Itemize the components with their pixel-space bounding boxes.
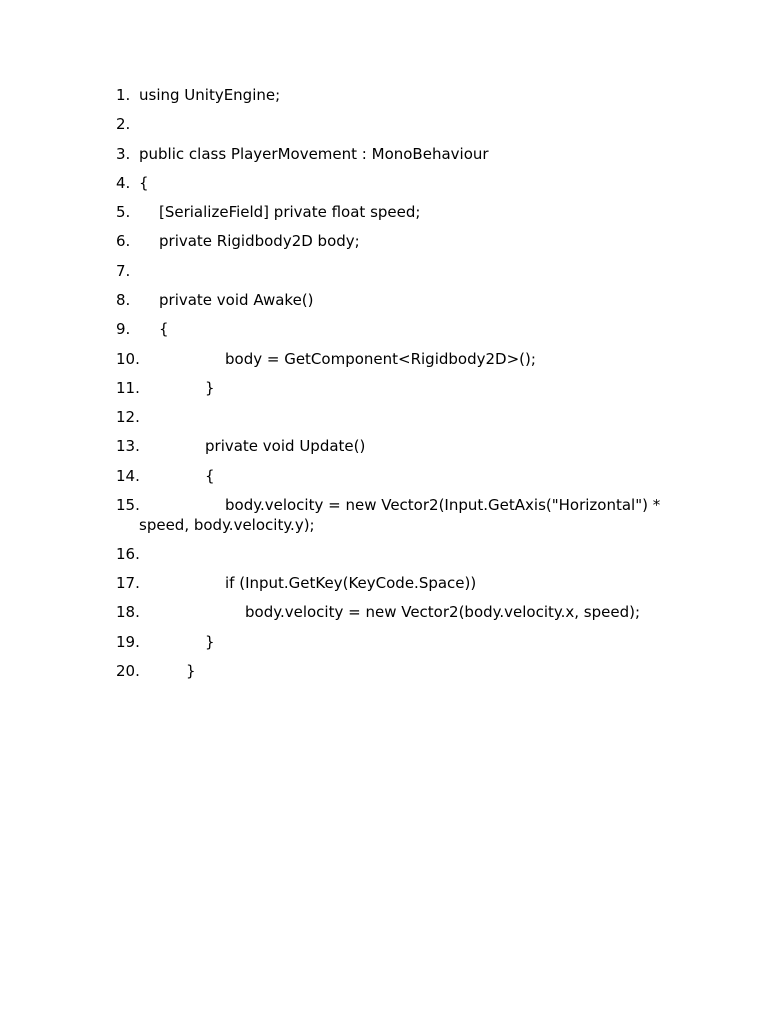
code-line	[116, 232, 696, 252]
code-line	[116, 320, 696, 340]
line-text: if (Input.GetKey(KeyCode.Space))	[225, 574, 477, 593]
code-line	[116, 574, 696, 594]
line-number: 18.	[116, 603, 140, 622]
line-text: {	[159, 320, 169, 339]
code-line	[116, 662, 696, 682]
line-number: 16.	[116, 544, 140, 563]
line-number: 19.	[116, 632, 140, 651]
line-text: using UnityEngine;	[139, 86, 281, 104]
code-line	[116, 291, 696, 311]
line-number: 4.	[116, 173, 131, 192]
code-line	[116, 350, 696, 370]
line-number: 2.	[116, 115, 131, 134]
line-number: 7.	[116, 261, 131, 280]
numbered-code-listing	[116, 86, 696, 691]
code-line	[116, 203, 696, 223]
line-text: }	[205, 378, 215, 397]
code-line	[116, 467, 696, 487]
line-text: {	[205, 466, 215, 485]
line-number: 11.	[116, 378, 140, 397]
line-number: 20.	[116, 661, 140, 680]
line-number: 12.	[116, 408, 140, 427]
line-number: 9.	[116, 320, 131, 339]
line-text: body = GetComponent<Rigidbody2D>();	[225, 349, 536, 368]
code-line	[116, 545, 696, 565]
line-text: [SerializeField] private float speed;	[159, 203, 421, 222]
code-line	[116, 437, 696, 457]
line-text: body.velocity = new Vector2(body.velocity.x, speed);	[245, 603, 641, 622]
code-line	[116, 408, 696, 428]
line-number: 17.	[116, 574, 140, 593]
line-text: private Rigidbody2D body;	[159, 232, 360, 251]
line-number: 10.	[116, 349, 140, 368]
line-number: 8.	[116, 290, 131, 309]
line-text: {	[139, 173, 149, 192]
code-line	[116, 379, 696, 399]
line-text: private void Update()	[205, 437, 366, 456]
line-number: 13.	[116, 437, 140, 456]
line-text: }	[186, 661, 196, 680]
line-text: public class PlayerMovement : MonoBehaviour	[139, 144, 489, 163]
line-number: 3.	[116, 144, 131, 163]
code-line	[116, 496, 696, 535]
line-text: body.velocity = new Vector2(Input.GetAxis("Horizontal") * speed, body.velocity.y);	[139, 495, 661, 534]
code-line	[116, 262, 696, 282]
code-line	[116, 633, 696, 653]
line-text: }	[205, 632, 215, 651]
line-number: 15.	[116, 495, 140, 514]
line-text: private void Awake()	[159, 290, 314, 309]
code-line	[116, 174, 696, 194]
code-line	[116, 86, 696, 106]
code-line	[116, 603, 696, 623]
line-number: 1.	[116, 86, 131, 104]
line-number: 5.	[116, 203, 131, 222]
code-line	[116, 115, 696, 135]
code-line	[116, 145, 696, 165]
line-number: 14.	[116, 466, 140, 485]
line-number: 6.	[116, 232, 131, 251]
